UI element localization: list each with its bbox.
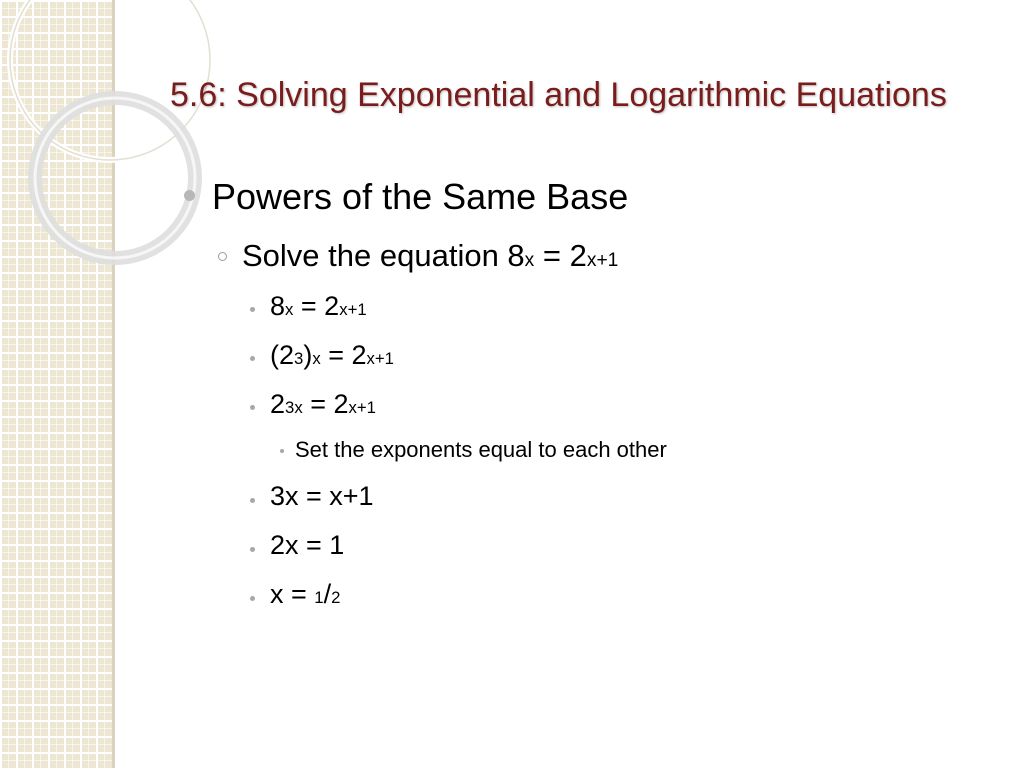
bullet-ring	[218, 252, 227, 261]
bullet-small	[250, 356, 255, 361]
bullet-small	[250, 405, 255, 410]
solve-equation-line: Solve the equation 8 x = 2 x+1	[242, 238, 619, 273]
note-set-exponents-equal: Set the exponents equal to each other	[295, 437, 667, 462]
bullet-small	[250, 547, 255, 552]
slide-title: 5.6: Solving Exponential and Logarithmic Equations	[170, 76, 947, 114]
heading-powers-same-base: Powers of the Same Base	[212, 176, 629, 217]
step-5: 2x = 1	[270, 530, 345, 560]
bullet-tiny	[280, 449, 284, 453]
step-1: 8 x = 2 x+1	[270, 291, 367, 321]
step-6-answer: x = 1 / 2	[270, 579, 341, 609]
bullet-dot	[184, 190, 195, 201]
bullet-small	[250, 498, 255, 503]
bullet-small	[250, 307, 255, 312]
step-2: (2 3 ) x = 2 x+1	[270, 340, 394, 370]
step-3: 2 3x = 2 x+1	[270, 389, 376, 419]
step-4: 3x = x+1	[270, 481, 374, 511]
bullet-small	[250, 596, 255, 601]
